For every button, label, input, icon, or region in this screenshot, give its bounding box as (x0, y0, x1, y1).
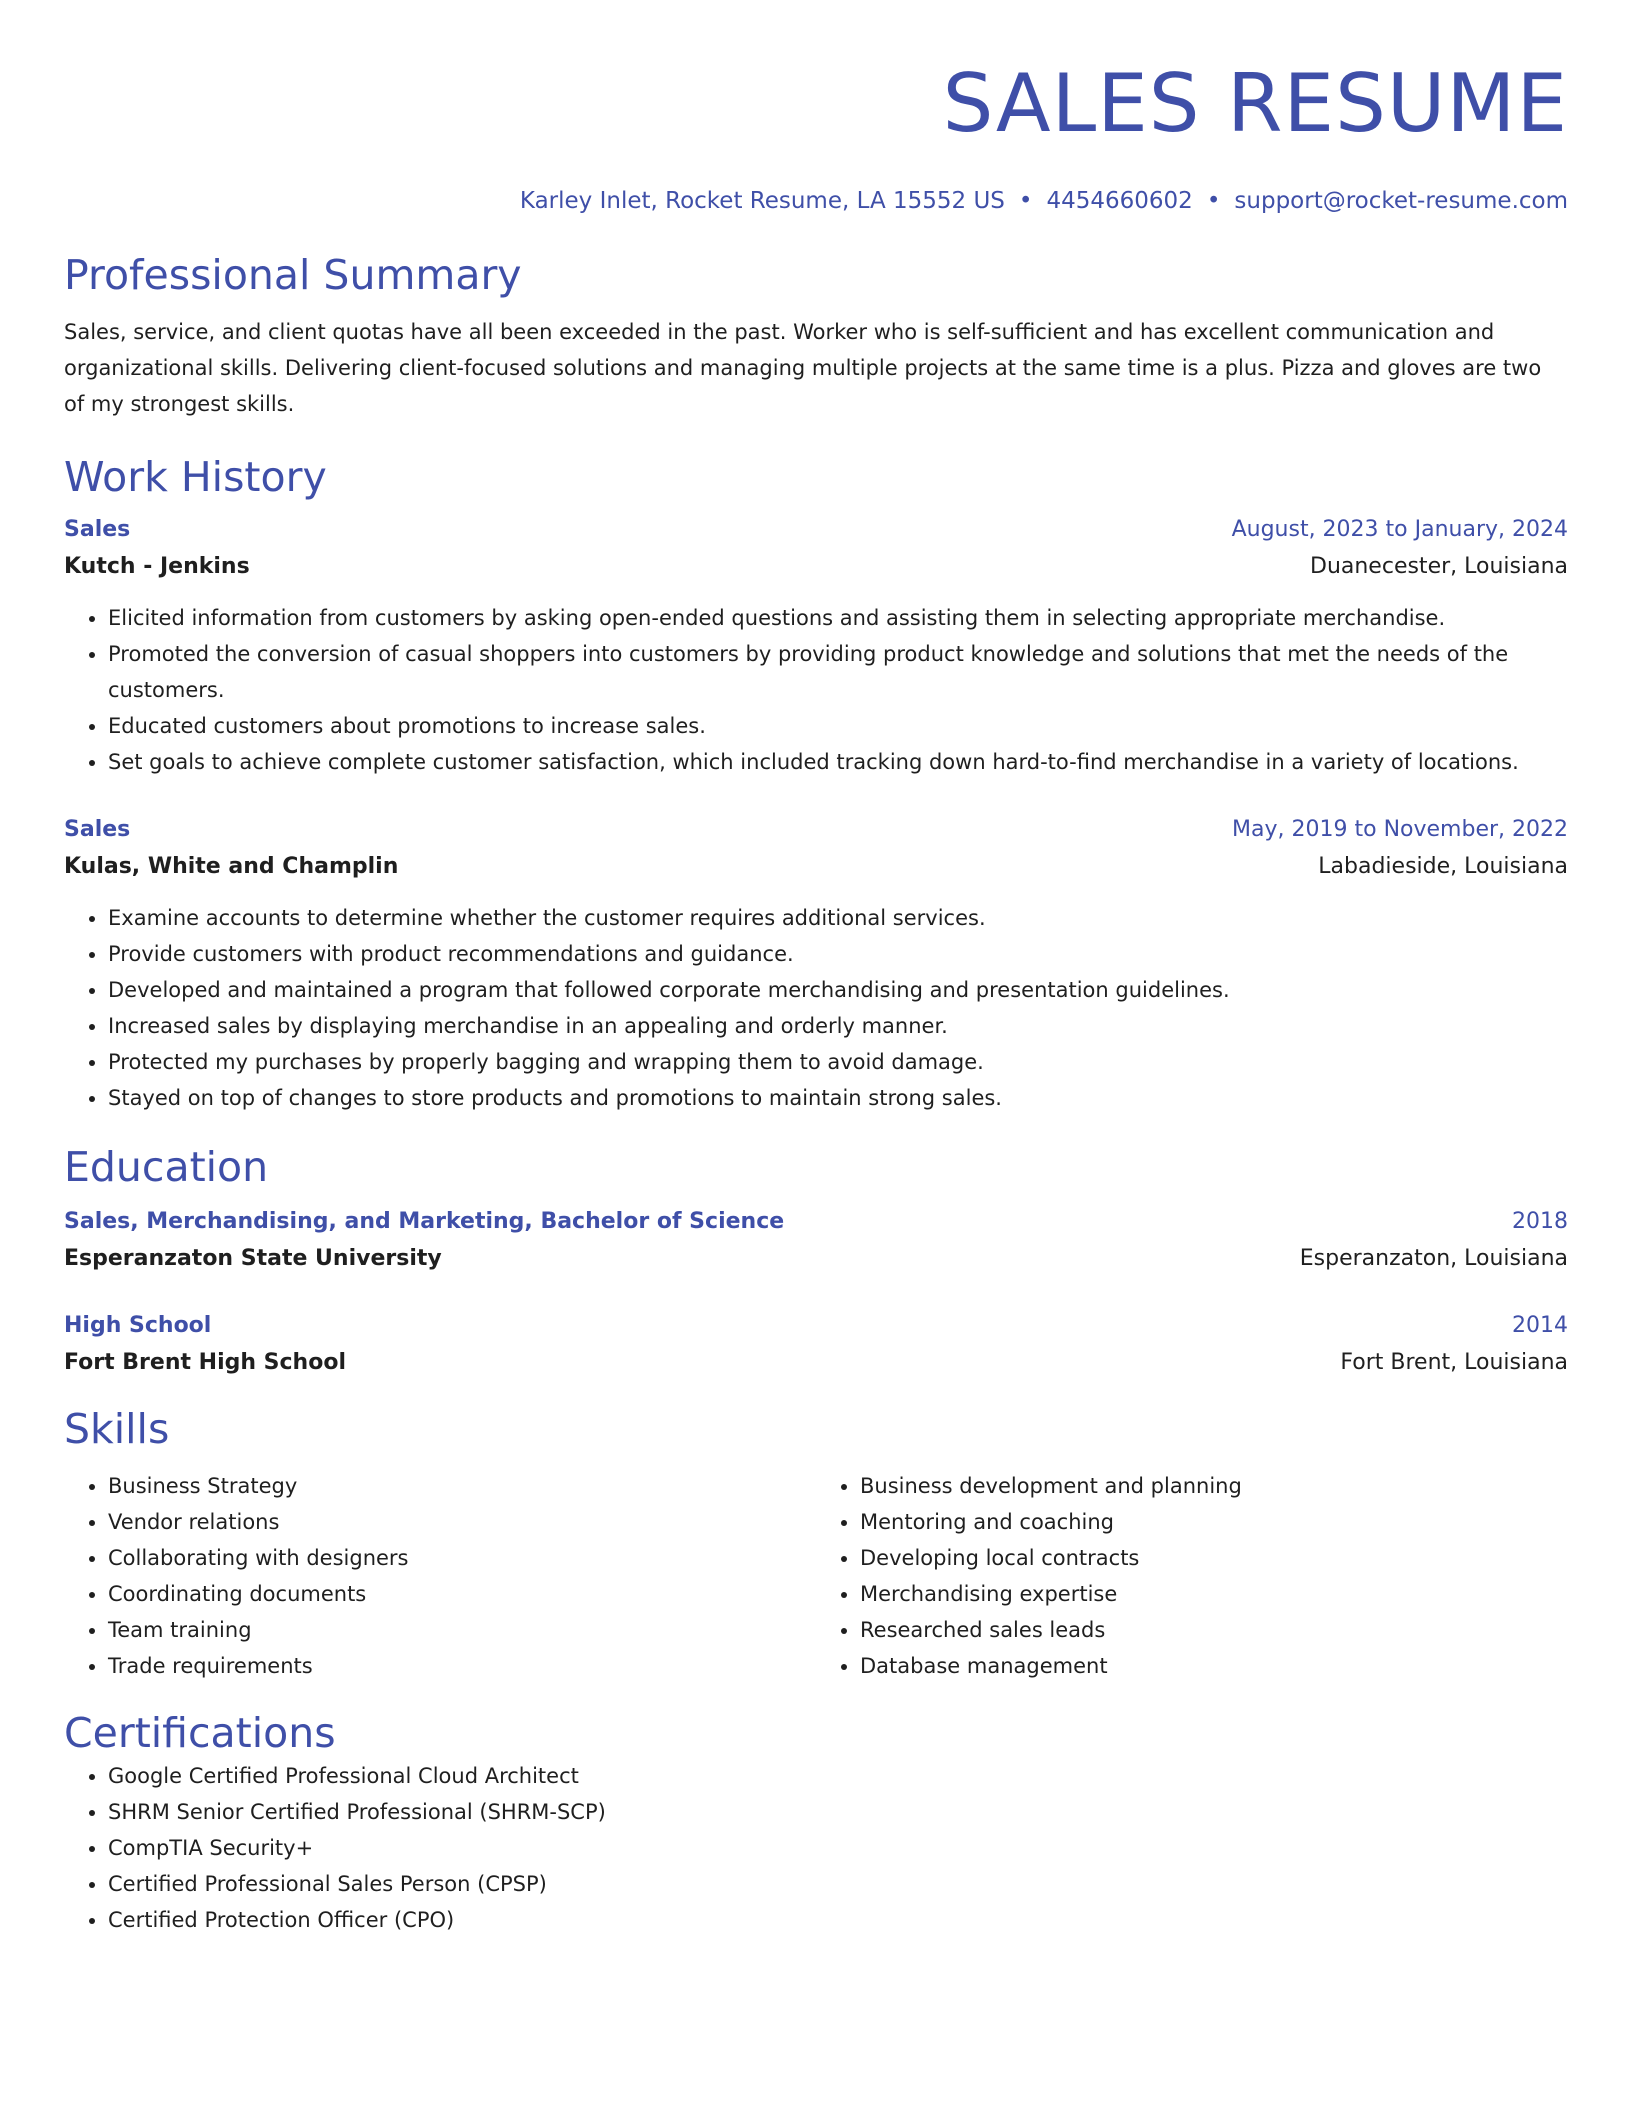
skill-item: • Mentoring and coaching (860, 1504, 1568, 1540)
certification-item: • Google Certified Professional Cloud Architect (108, 1758, 1568, 1794)
skill-item: • Database management (860, 1648, 1568, 1684)
education-location: Esperanzaton, Louisiana (1299, 1246, 1568, 1271)
contact-line (64, 186, 1568, 216)
education-year: 2018 (1512, 1209, 1568, 1234)
job-dates: May, 2019 to November, 2022 (1232, 817, 1568, 842)
job-bullet: • Provide customers with product recommendations and guidance. (108, 936, 1568, 972)
job-company-row (64, 848, 1568, 886)
education-degree: Sales, Merchandising, and Marketing, Bachelor of Science (64, 1209, 785, 1234)
education-degree-row (64, 1204, 1568, 1240)
certifications-heading: Certifications (64, 1709, 336, 1757)
job-dates: August, 2023 to January, 2024 (1231, 517, 1568, 542)
education-location: Fort Brent, Louisiana (1340, 1350, 1568, 1375)
resume-title: SALES RESUME (942, 57, 1568, 150)
skill-item: • Researched sales leads (860, 1612, 1568, 1648)
skill-item: • Business Strategy (108, 1468, 816, 1504)
job-title-row (64, 812, 1568, 848)
contact-separator: • (1018, 188, 1033, 214)
skills-list-right (816, 1468, 1568, 1684)
contact-phone: 4454660602 (1046, 188, 1193, 214)
certification-item: • Certified Protection Officer (CPO) (108, 1902, 1568, 1938)
education-degree-row (64, 1308, 1568, 1344)
job-bullets (64, 600, 1568, 780)
job-title-row (64, 512, 1568, 548)
education-school: Fort Brent High School (64, 1350, 346, 1375)
skill-item: • Business development and planning (860, 1468, 1568, 1504)
job-bullet: • Protected my purchases by properly bagging and wrapping them to avoid damage. (108, 1044, 1568, 1080)
job-bullet: • Increased sales by displaying merchandise in an appealing and orderly manner. (108, 1008, 1568, 1044)
education-entry (64, 1308, 1568, 1382)
education-school: Esperanzaton State University (64, 1246, 442, 1271)
certification-item: • CompTIA Security+ (108, 1830, 1568, 1866)
skills-heading: Skills (64, 1405, 170, 1453)
education-school-row (64, 1344, 1568, 1382)
job-bullet: • Educated customers about promotions to increase sales. (108, 708, 1568, 744)
job-bullet: • Promoted the conversion of casual shoppers into customers by providing product knowledge and solutions that met the needs of the customers. (108, 636, 1568, 708)
skills-list-left (64, 1468, 816, 1684)
job-location: Duanecester, Louisiana (1310, 554, 1568, 579)
certifications-list (64, 1758, 1568, 1938)
work-history-heading: Work History (64, 453, 327, 501)
job-company: Kutch - Jenkins (64, 554, 250, 579)
education-school-row (64, 1240, 1568, 1278)
skill-item: • Coordinating documents (108, 1576, 816, 1612)
skills-grid (64, 1468, 1568, 1684)
contact-address: Karley Inlet, Rocket Resume, LA 15552 US (519, 188, 1005, 214)
summary-text: Sales, service, and client quotas have all been exceeded in the past. Worker who is self-sufficient and has excellent communication and organizational skills. Delivering client-focused solutions and managing multiple projects at the same time is a plus. Pizza and gloves are two of my strongest skills. (64, 320, 1542, 416)
job-bullets (64, 900, 1568, 1116)
job-bullet: • Elicited information from customers by asking open-ended questions and assisting them in selecting appropriate merchandise. (108, 600, 1568, 636)
job-entry (64, 812, 1568, 1116)
job-role: Sales (64, 817, 131, 842)
education-heading: Education (64, 1143, 269, 1191)
job-bullet: • Examine accounts to determine whether the customer requires additional services. (108, 900, 1568, 936)
job-company: Kulas, White and Champlin (64, 854, 399, 879)
education-degree: High School (64, 1313, 212, 1338)
resume-header (64, 56, 1568, 216)
job-company-row (64, 548, 1568, 586)
job-role: Sales (64, 517, 131, 542)
summary-heading: Professional Summary (64, 251, 522, 299)
job-entry (64, 512, 1568, 780)
certification-item: • Certified Professional Sales Person (CPSP) (108, 1866, 1568, 1902)
skill-item: • Team training (108, 1612, 816, 1648)
skill-item: • Vendor relations (108, 1504, 816, 1540)
skill-item: • Merchandising expertise (860, 1576, 1568, 1612)
skill-item: • Collaborating with designers (108, 1540, 816, 1576)
job-bullet: • Developed and maintained a program that followed corporate merchandising and presentation guidelines. (108, 972, 1568, 1008)
job-location: Labadieside, Louisiana (1318, 854, 1568, 879)
certification-item: • SHRM Senior Certified Professional (SHRM-SCP) (108, 1794, 1568, 1830)
skill-item: • Developing local contracts (860, 1540, 1568, 1576)
education-year: 2014 (1512, 1313, 1568, 1338)
contact-email: support@rocket-resume.com (1234, 188, 1568, 214)
job-bullet: • Set goals to achieve complete customer satisfaction, which included tracking down hard-to-find merchandise in a variety of locations. (108, 744, 1568, 780)
skill-item: • Trade requirements (108, 1648, 816, 1684)
education-entry (64, 1204, 1568, 1278)
job-bullet: • Stayed on top of changes to store products and promotions to maintain strong sales. (108, 1080, 1568, 1116)
contact-separator: • (1206, 188, 1221, 214)
